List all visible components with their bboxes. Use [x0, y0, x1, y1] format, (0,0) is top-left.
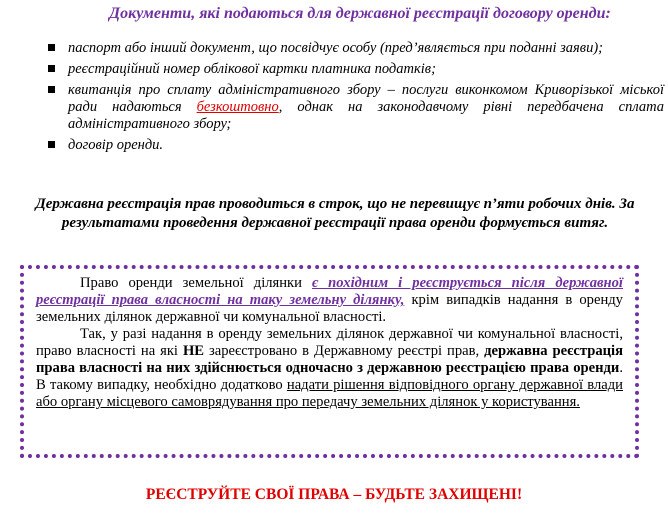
not-emphasis: НЕ [182, 343, 205, 359]
square-bullet-icon [48, 141, 55, 148]
list-item-fee-receipt [44, 82, 664, 133]
text-span: . В такому випадку, необхідно додатково [36, 360, 623, 393]
text-span: крім випадків надання в оренду земельних ділянок державної чи комунальної власності. [36, 292, 623, 325]
square-bullet-icon [48, 44, 55, 51]
derivative-right-emphasis: є похідним і реєструється після державної реєстрації права власності на таку земельну ділянку, [36, 275, 623, 308]
list-item-lease-agreement [44, 137, 664, 154]
slogan: РЕЄСТРУЙТЕ СВОЇ ПРАВА – БУДЬТЕ ЗАХИЩЕНІ! [145, 486, 523, 503]
square-bullet-icon [48, 86, 55, 93]
info-paragraph-2 [36, 326, 623, 411]
free-of-charge-text: безкоштовно [196, 99, 279, 115]
text-span: Так, у разі надання в оренду земельних ділянок державної чи комунальної власності, право власності на які [36, 326, 623, 359]
list-item-text: договір оренди. [68, 137, 164, 153]
square-bullet-icon [48, 65, 55, 72]
list-item-tax-number [44, 61, 664, 78]
list-item-text: паспорт або інший документ, що посвідчує особу (пред’являється при поданні заяви); [68, 40, 603, 56]
documents-heading: Документи, які подаються для державної реєстрації договору оренди: [109, 5, 611, 22]
text-span: зареєстровано в Державному реєстрі прав, [204, 343, 485, 359]
list-item-text: , однак на законодавчому рівні передбачена сплата адміністративного збору; [68, 99, 664, 132]
list-item-text: квитанція про сплату адміністративного збору – послуги виконкомом Криворізької міської ради надаються [68, 82, 664, 115]
registration-term-notice: Державна реєстрація прав проводиться в строк, що не перевищує п’яти робочих днів. За результатами проведення державної реєстрації права оренди формується витяг. [35, 196, 635, 231]
text-span: Право оренди земельної ділянки [80, 275, 313, 291]
decision-requirement-text: надати рішення відповідного органу державної влади або органу місцевого самоврядування про передачу земельних ділянок у користування. [36, 377, 623, 410]
lease-rights-info-box [20, 265, 639, 458]
simultaneous-registration-emphasis: державна реєстрація права власності на них здійснюється одночасно з державною реєстрацією права оренди [36, 343, 623, 376]
documents-list [44, 40, 664, 158]
list-item-text: реєстраційний номер облікової картки платника податків; [68, 61, 436, 77]
info-paragraph-1 [36, 275, 623, 326]
list-item-passport [44, 40, 664, 57]
